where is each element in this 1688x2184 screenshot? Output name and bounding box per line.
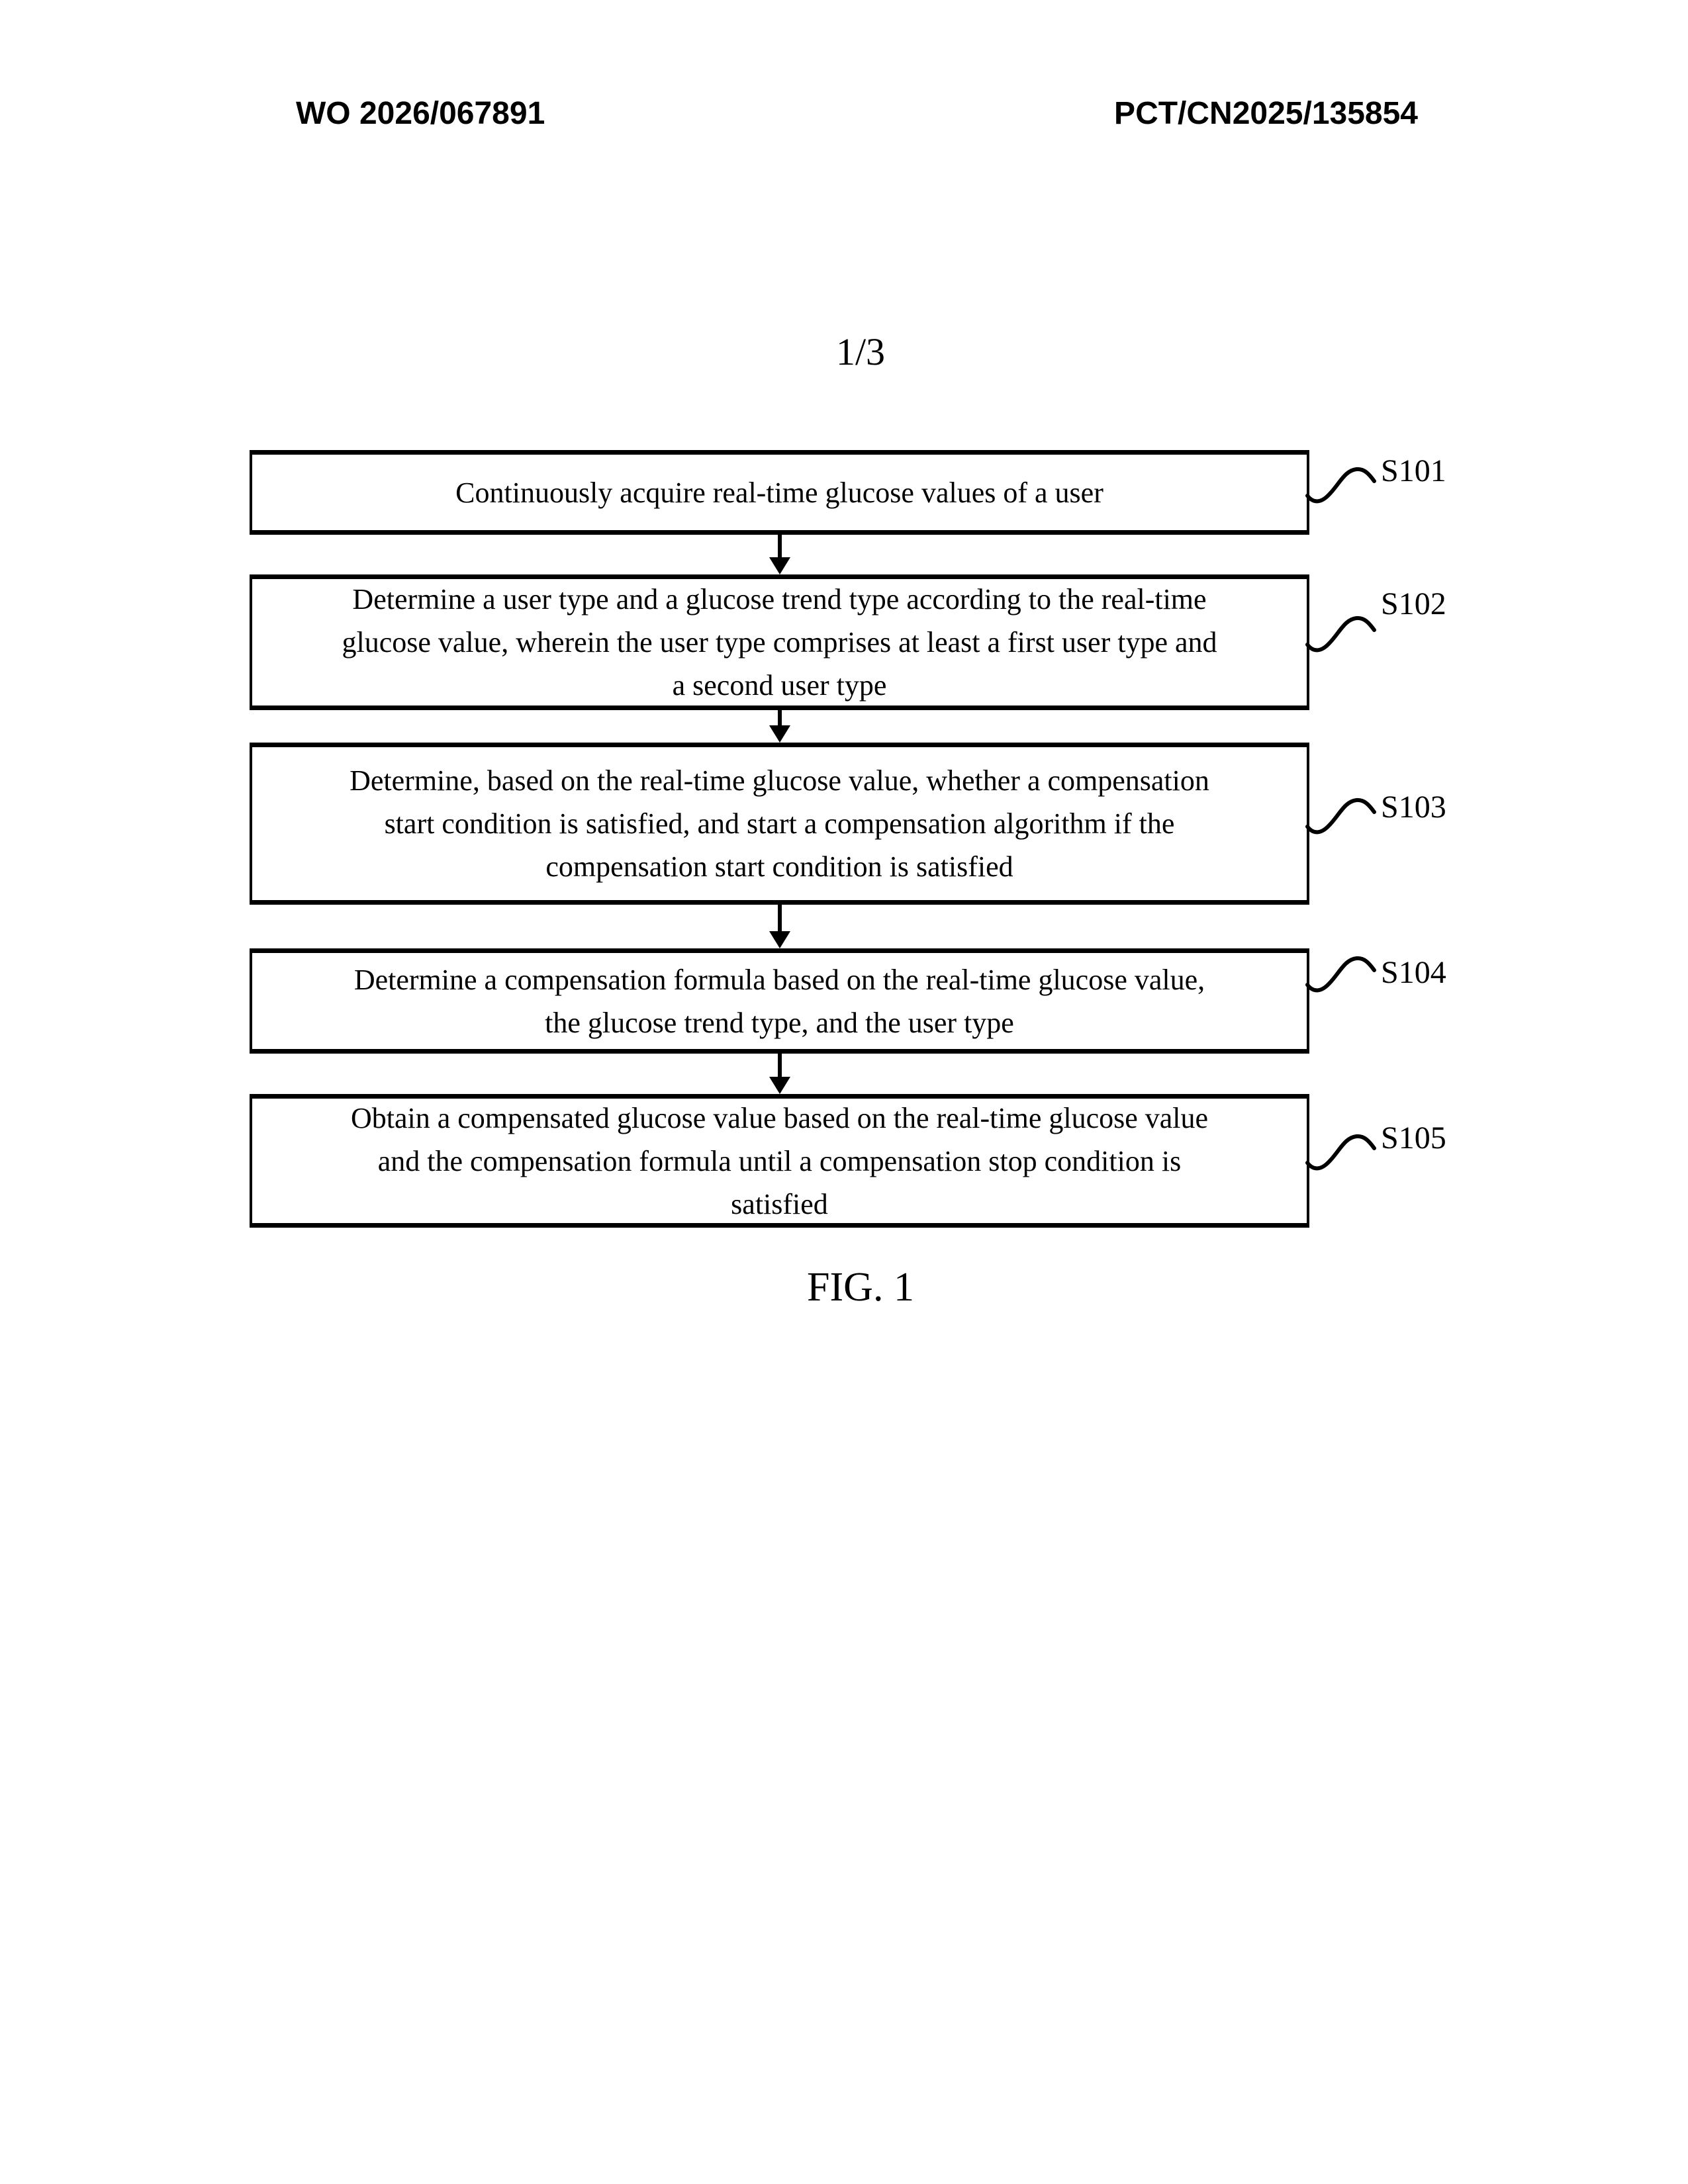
arrowhead-icon (769, 725, 790, 743)
flow-arrow-3 (767, 903, 793, 948)
step-box-s103 (250, 743, 1309, 905)
step-label-s104: S104 (1381, 955, 1446, 990)
step-text-line: a second user type (672, 669, 887, 702)
step-text-line: Determine a user type and a glucose trend type according to the real-time (352, 583, 1207, 615)
step-text-line: Determine a compensation formula based on the real-time glucose value, (353, 963, 1205, 996)
publication-number: WO 2026/067891 (296, 96, 545, 131)
step-text-line: start condition is satisfied, and start a compensation algorithm if the (384, 807, 1175, 840)
step-text-line: glucose value, wherein the user type comprises at least a first user type and (342, 626, 1217, 659)
step-label-s103: S103 (1381, 790, 1446, 825)
step-text-line: Continuously acquire real-time glucose values of a user (455, 476, 1103, 509)
flow-arrow-4 (767, 1052, 793, 1094)
arrow-shaft (778, 1052, 782, 1078)
step-box-s105 (250, 1094, 1309, 1228)
arrowhead-icon (769, 1077, 790, 1094)
arrowhead-icon (769, 557, 790, 574)
step-label-s101: S101 (1381, 453, 1446, 488)
squiggle-connector-s104 (1305, 952, 1380, 993)
step-box-s101 (250, 450, 1309, 535)
application-number: PCT/CN2025/135854 (1114, 96, 1418, 131)
step-text-s101 (455, 471, 1103, 514)
squiggle-connector-s102 (1305, 612, 1380, 653)
arrow-shaft (778, 709, 782, 727)
arrow-shaft (778, 533, 782, 559)
step-text-s105 (351, 1097, 1208, 1226)
flow-arrow-1 (767, 533, 793, 574)
squiggle-connector-s105 (1305, 1130, 1380, 1171)
step-text-line: compensation start condition is satisfied (545, 850, 1013, 883)
step-text-s104 (354, 958, 1205, 1044)
step-text-s102 (342, 578, 1217, 707)
step-text-line: the glucose trend type, and the user type (545, 1006, 1014, 1039)
figure-caption: FIG. 1 (807, 1265, 914, 1310)
step-box-s104 (250, 948, 1309, 1054)
step-text-line: Obtain a compensated glucose value based on the real-time glucose value (350, 1101, 1209, 1134)
squiggle-connector-s101 (1305, 463, 1380, 504)
step-text-line: Determine, based on the real-time glucose value, whether a compensation (350, 764, 1209, 797)
squiggle-connector-s103 (1305, 794, 1380, 835)
flow-arrow-2 (767, 709, 793, 743)
step-label-s102: S102 (1381, 586, 1446, 621)
sheet-number: 1/3 (835, 330, 886, 373)
step-label-s105: S105 (1381, 1120, 1446, 1156)
step-text-line: and the compensation formula until a compensation stop condition is (377, 1144, 1182, 1177)
step-text-s103 (350, 759, 1209, 888)
step-box-s102 (250, 574, 1309, 710)
arrow-shaft (778, 903, 782, 933)
arrowhead-icon (769, 931, 790, 948)
step-text-line: satisfied (731, 1187, 828, 1220)
